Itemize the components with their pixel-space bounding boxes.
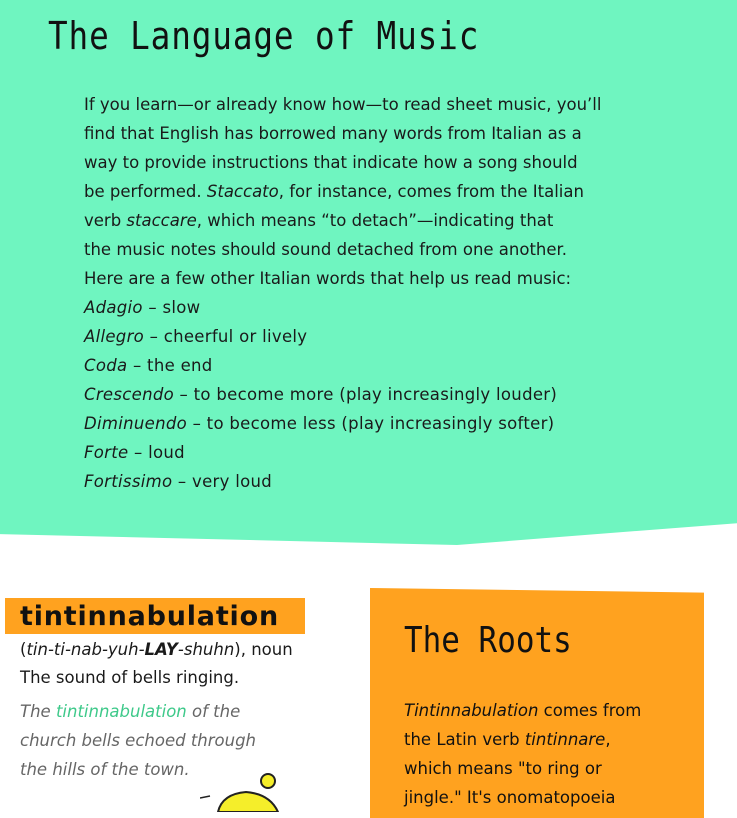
list-item — [84, 293, 684, 322]
term-meaning: – slow — [142, 298, 201, 317]
roots-title: The Roots — [404, 620, 572, 661]
body-line-pre: verb — [84, 211, 127, 230]
italic-term: tintinnare — [524, 730, 606, 749]
body-line-pre: be performed. — [84, 182, 207, 201]
definition: The sound of bells ringing. — [20, 668, 240, 687]
roots-line: which means "to ring or — [404, 759, 602, 778]
music-term: Allegro — [84, 327, 145, 346]
body-line: way to provide instructions that indicate how a song should — [84, 153, 578, 172]
body-line-post: , which means “to detach”—indicating that — [196, 211, 554, 230]
body-line: find that English has borrowed many words from Italian as a — [84, 124, 582, 143]
music-term: Adagio — [84, 298, 143, 317]
roots-line — [404, 696, 674, 725]
italic-term: Staccato — [206, 182, 279, 201]
pron-syllables-post: -shuhn — [177, 640, 235, 659]
pron-stress: LAY — [144, 640, 178, 659]
music-term: Coda — [84, 356, 128, 375]
body-line — [84, 177, 684, 206]
pron-syllables-pre: tin-ti-nab-yuh- — [26, 640, 145, 659]
roots-line-post: , — [605, 730, 611, 749]
roots-line-pre: the Latin verb — [404, 730, 525, 749]
vocab-word: tintinnabulation — [20, 601, 279, 632]
example-post: of the — [186, 702, 241, 721]
pron-close: ), noun — [234, 640, 293, 659]
term-meaning: – cheerful or lively — [144, 327, 308, 346]
roots-line: jingle." It's onomatopoeia — [404, 788, 616, 807]
example-line: church bells echoed through — [20, 731, 257, 750]
music-terms-list — [84, 293, 684, 496]
list-item — [84, 409, 684, 438]
list-item — [84, 322, 684, 351]
italic-term: staccare — [126, 211, 197, 230]
example-sentence — [20, 697, 350, 784]
music-term: Diminuendo — [84, 414, 188, 433]
term-meaning: – to become less (play increasingly softer) — [187, 414, 555, 433]
section-title: The Language of Music — [48, 14, 480, 58]
roots-line-post: comes from — [538, 701, 642, 720]
body-line: the music notes should sound detached from one another. — [84, 240, 568, 259]
language-body — [84, 90, 684, 496]
body-line-post: , for instance, comes from the Italian — [278, 182, 584, 201]
term-meaning: – loud — [128, 443, 185, 462]
term-meaning: – the end — [127, 356, 213, 375]
list-item — [84, 380, 684, 409]
pron-open: ( — [20, 640, 27, 659]
list-item — [84, 467, 684, 496]
music-term: Crescendo — [84, 385, 175, 404]
roots-body — [404, 696, 674, 812]
term-meaning: – very loud — [172, 472, 273, 491]
example-line: the hills of the town. — [20, 760, 190, 779]
pronunciation — [20, 640, 293, 659]
list-item — [84, 438, 684, 467]
term-meaning: – to become more (play increasingly louder) — [174, 385, 558, 404]
bell-illustration-icon — [200, 772, 290, 812]
list-item — [84, 351, 684, 380]
music-term: Forte — [84, 443, 129, 462]
body-line: If you learn—or already know how—to read sheet music, you’ll — [84, 95, 602, 114]
body-line: Here are a few other Italian words that help us read music: — [84, 269, 572, 288]
roots-line — [404, 725, 674, 754]
italic-term: Tintinnabulation — [404, 701, 539, 720]
music-term: Fortissimo — [84, 472, 173, 491]
body-line — [84, 206, 684, 235]
example-pre: The — [20, 702, 56, 721]
example-highlight: tintinnabulation — [55, 702, 187, 721]
example-line — [20, 697, 350, 726]
